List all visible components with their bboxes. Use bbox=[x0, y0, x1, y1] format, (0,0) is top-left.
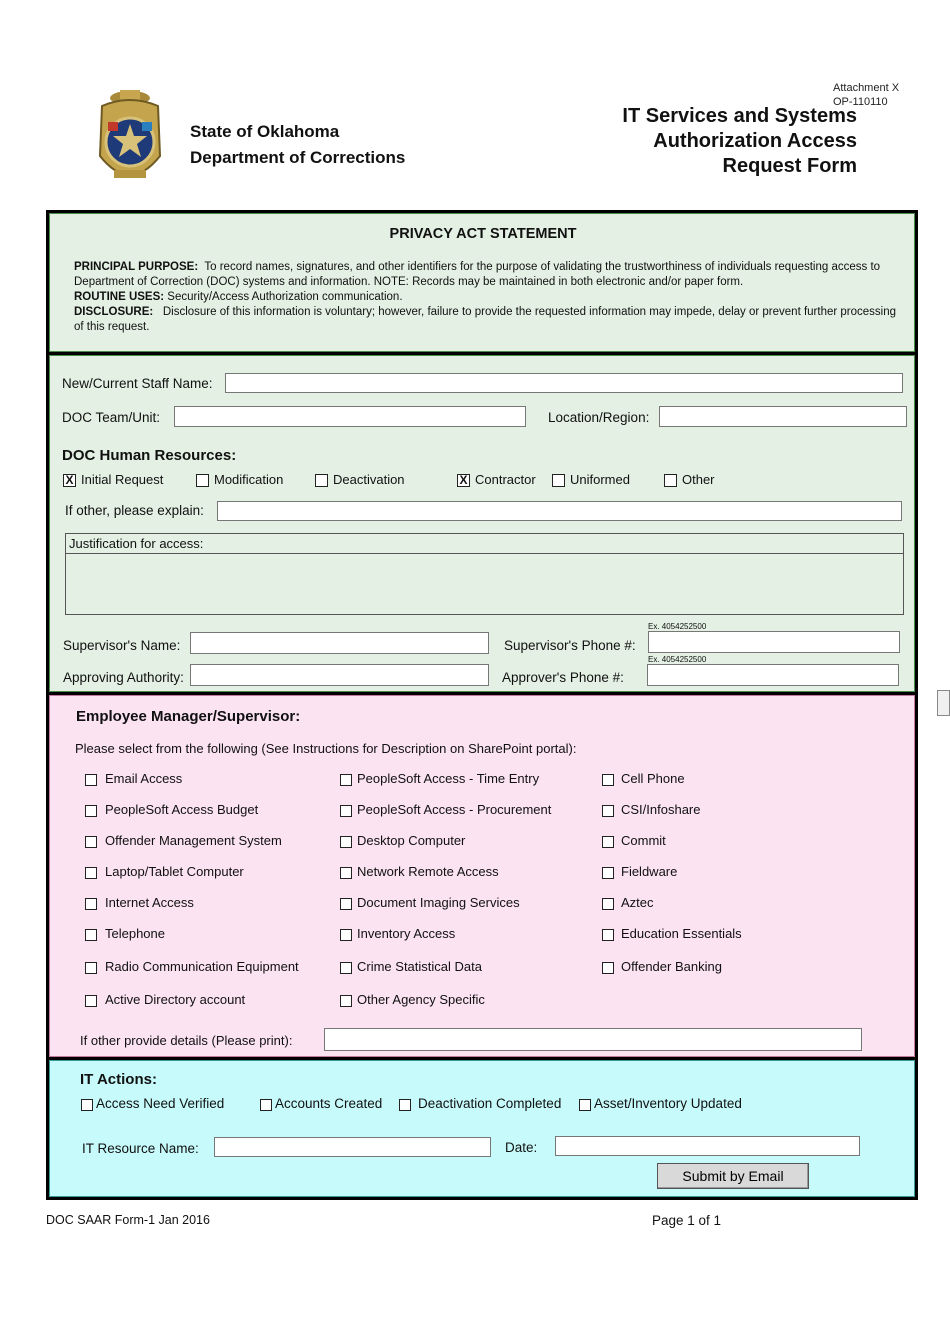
it-resource-name-input[interactable] bbox=[214, 1137, 491, 1157]
form-frame bbox=[46, 210, 918, 1200]
aztec-label: Aztec bbox=[621, 895, 654, 910]
access-verified-checkbox[interactable] bbox=[81, 1099, 93, 1111]
department-name: Department of Corrections bbox=[190, 148, 406, 167]
active-directory-label: Active Directory account bbox=[105, 992, 246, 1007]
submit-by-email-button[interactable]: Submit by Email bbox=[657, 1163, 809, 1189]
approving-authority-label: Approving Authority: bbox=[63, 670, 184, 685]
approver-phone-label: Approver's Phone #: bbox=[502, 670, 624, 685]
supervisor-phone-label: Supervisor's Phone #: bbox=[504, 638, 636, 653]
deactivation-checkbox[interactable] bbox=[315, 474, 328, 487]
peoplesoft-procurement-checkbox[interactable] bbox=[340, 805, 352, 817]
internet-access-label: Internet Access bbox=[105, 895, 194, 910]
privacy-act-section bbox=[49, 213, 915, 352]
other-details-label: If other provide details (Please print): bbox=[80, 1033, 293, 1048]
attachment-label: Attachment X bbox=[833, 82, 900, 94]
document-imaging-checkbox[interactable] bbox=[340, 898, 352, 910]
accounts-created-label: Accounts Created bbox=[275, 1096, 383, 1111]
inventory-access-checkbox[interactable] bbox=[340, 929, 352, 941]
initial-request-label: Initial Request bbox=[81, 472, 164, 487]
privacy-act-body bbox=[74, 260, 904, 335]
location-region-label: Location/Region: bbox=[548, 410, 650, 425]
it-actions-heading: IT Actions: bbox=[80, 1071, 157, 1088]
disclosure-text: Disclosure of this information is voluntary; however, failure to provide the requested information may impede, delay or prevent further processing of this request. bbox=[74, 306, 896, 333]
contractor-checkbox[interactable]: X bbox=[457, 474, 470, 487]
privacy-act-title: PRIVACY ACT STATEMENT bbox=[389, 226, 577, 242]
supervisor-phone-hint: Ex. 4054252500 bbox=[648, 622, 707, 631]
form-title-line-3: Request Form bbox=[722, 155, 857, 177]
peoplesoft-time-entry-label: PeopleSoft Access - Time Entry bbox=[357, 771, 540, 786]
date-input[interactable] bbox=[555, 1136, 860, 1156]
offender-banking-label: Offender Banking bbox=[621, 959, 722, 974]
document-imaging-label: Document Imaging Services bbox=[357, 895, 520, 910]
uniformed-checkbox[interactable] bbox=[552, 474, 565, 487]
csi-infoshare-checkbox[interactable] bbox=[602, 805, 614, 817]
email-access-label: Email Access bbox=[105, 771, 183, 786]
modification-checkbox[interactable] bbox=[196, 474, 209, 487]
accounts-created-checkbox[interactable] bbox=[260, 1099, 272, 1111]
other-explain-label: If other, please explain: bbox=[65, 503, 204, 518]
op-number: OP-110110 bbox=[833, 96, 888, 108]
routine-uses-text: Security/Access Authorization communication. bbox=[167, 291, 403, 303]
staff-name-input[interactable] bbox=[225, 373, 903, 393]
email-access-checkbox[interactable] bbox=[85, 774, 97, 786]
supervisor-phone-input[interactable] bbox=[648, 631, 900, 653]
staff-info-section bbox=[49, 355, 915, 692]
department-badge-logo bbox=[92, 86, 168, 194]
network-remote-checkbox[interactable] bbox=[340, 867, 352, 879]
network-remote-label: Network Remote Access bbox=[357, 864, 499, 879]
peoplesoft-procurement-label: PeopleSoft Access - Procurement bbox=[357, 802, 552, 817]
initial-request-checkbox[interactable]: X bbox=[63, 474, 76, 487]
routine-uses-label: ROUTINE USES: bbox=[74, 291, 165, 303]
uniformed-label: Uniformed bbox=[570, 472, 630, 487]
principal-purpose-label: PRINCIPAL PURPOSE: bbox=[74, 261, 199, 273]
internet-access-checkbox[interactable] bbox=[85, 898, 97, 910]
manager-section bbox=[49, 695, 915, 1057]
location-region-input[interactable] bbox=[659, 406, 907, 427]
radio-equipment-checkbox[interactable] bbox=[85, 962, 97, 974]
offender-management-checkbox[interactable] bbox=[85, 836, 97, 848]
offender-management-label: Offender Management System bbox=[105, 833, 282, 848]
commit-label: Commit bbox=[621, 833, 666, 848]
access-verified-label: Access Need Verified bbox=[96, 1096, 225, 1111]
peoplesoft-budget-label: PeopleSoft Access Budget bbox=[105, 802, 259, 817]
deactivation-completed-checkbox[interactable] bbox=[399, 1099, 411, 1111]
form-title bbox=[622, 104, 857, 179]
asset-updated-label: Asset/Inventory Updated bbox=[594, 1096, 742, 1111]
form-title-line-2: Authorization Access bbox=[653, 130, 857, 152]
fieldware-checkbox[interactable] bbox=[602, 867, 614, 879]
active-directory-checkbox[interactable] bbox=[85, 995, 97, 1007]
laptop-tablet-checkbox[interactable] bbox=[85, 867, 97, 879]
education-essentials-label: Education Essentials bbox=[621, 926, 742, 941]
asset-updated-checkbox[interactable] bbox=[579, 1099, 591, 1111]
inventory-access-label: Inventory Access bbox=[357, 926, 456, 941]
supervisor-name-label: Supervisor's Name: bbox=[63, 638, 181, 653]
aztec-checkbox[interactable] bbox=[602, 898, 614, 910]
cell-phone-checkbox[interactable] bbox=[602, 774, 614, 786]
telephone-checkbox[interactable] bbox=[85, 929, 97, 941]
supervisor-name-input[interactable] bbox=[190, 632, 489, 654]
staff-name-label: New/Current Staff Name: bbox=[62, 376, 213, 391]
team-unit-label: DOC Team/Unit: bbox=[62, 410, 161, 425]
manager-heading: Employee Manager/Supervisor: bbox=[76, 708, 301, 725]
deactivation-label: Deactivation bbox=[333, 472, 405, 487]
desktop-computer-label: Desktop Computer bbox=[357, 833, 466, 848]
hr-heading: DOC Human Resources: bbox=[62, 447, 237, 464]
peoplesoft-time-entry-checkbox[interactable] bbox=[340, 774, 352, 786]
other-checkbox[interactable] bbox=[664, 474, 677, 487]
it-resource-name-label: IT Resource Name: bbox=[82, 1141, 199, 1156]
telephone-label: Telephone bbox=[105, 926, 165, 941]
laptop-tablet-label: Laptop/Tablet Computer bbox=[105, 864, 244, 879]
team-unit-input[interactable] bbox=[174, 406, 526, 427]
footer-page-number: Page 1 of 1 bbox=[652, 1213, 722, 1228]
organization-name bbox=[190, 119, 405, 171]
desktop-computer-checkbox[interactable] bbox=[340, 836, 352, 848]
other-details-input[interactable] bbox=[324, 1028, 862, 1051]
other-agency-label: Other Agency Specific bbox=[357, 992, 485, 1007]
peoplesoft-budget-checkbox[interactable] bbox=[85, 805, 97, 817]
approver-phone-hint: Ex. 4054252500 bbox=[648, 655, 707, 664]
modification-label: Modification bbox=[214, 472, 284, 487]
principal-purpose-text: To record names, signatures, and other identifiers for the purpose of validating the trustworthiness of individuals requesting access to Department of Correction (DOC) systems and information. NOTE: Records may be maintained in both electronic and/or paper form. bbox=[74, 261, 881, 288]
radio-equipment-label: Radio Communication Equipment bbox=[105, 959, 299, 974]
commit-checkbox[interactable] bbox=[602, 836, 614, 848]
other-agency-checkbox[interactable] bbox=[340, 995, 352, 1007]
state-name: State of Oklahoma bbox=[190, 122, 340, 141]
justification-label: Justification for access: bbox=[66, 534, 903, 554]
cell-phone-label: Cell Phone bbox=[621, 771, 685, 786]
other-label: Other bbox=[682, 472, 715, 487]
other-explain-input[interactable] bbox=[217, 501, 902, 521]
approver-phone-input[interactable] bbox=[647, 664, 899, 686]
footer-form-id: DOC SAAR Form-1 Jan 2016 bbox=[46, 1213, 210, 1227]
justification-textarea[interactable] bbox=[65, 533, 904, 615]
disclosure-label: DISCLOSURE: bbox=[74, 306, 154, 318]
approving-authority-input[interactable] bbox=[190, 664, 489, 686]
crime-statistical-label: Crime Statistical Data bbox=[357, 959, 482, 974]
crime-statistical-checkbox[interactable] bbox=[340, 962, 352, 974]
scroll-handle[interactable] bbox=[937, 690, 950, 716]
contractor-label: Contractor bbox=[475, 472, 536, 487]
fieldware-label: Fieldware bbox=[621, 864, 678, 879]
offender-banking-checkbox[interactable] bbox=[602, 962, 614, 974]
form-title-line-1: IT Services and Systems bbox=[622, 105, 857, 127]
date-label: Date: bbox=[505, 1140, 538, 1155]
manager-instruction: Please select from the following (See Instructions for Description on SharePoint portal): bbox=[75, 741, 577, 756]
education-essentials-checkbox[interactable] bbox=[602, 929, 614, 941]
csi-infoshare-label: CSI/Infoshare bbox=[621, 802, 701, 817]
deactivation-completed-label: Deactivation Completed bbox=[418, 1096, 562, 1111]
